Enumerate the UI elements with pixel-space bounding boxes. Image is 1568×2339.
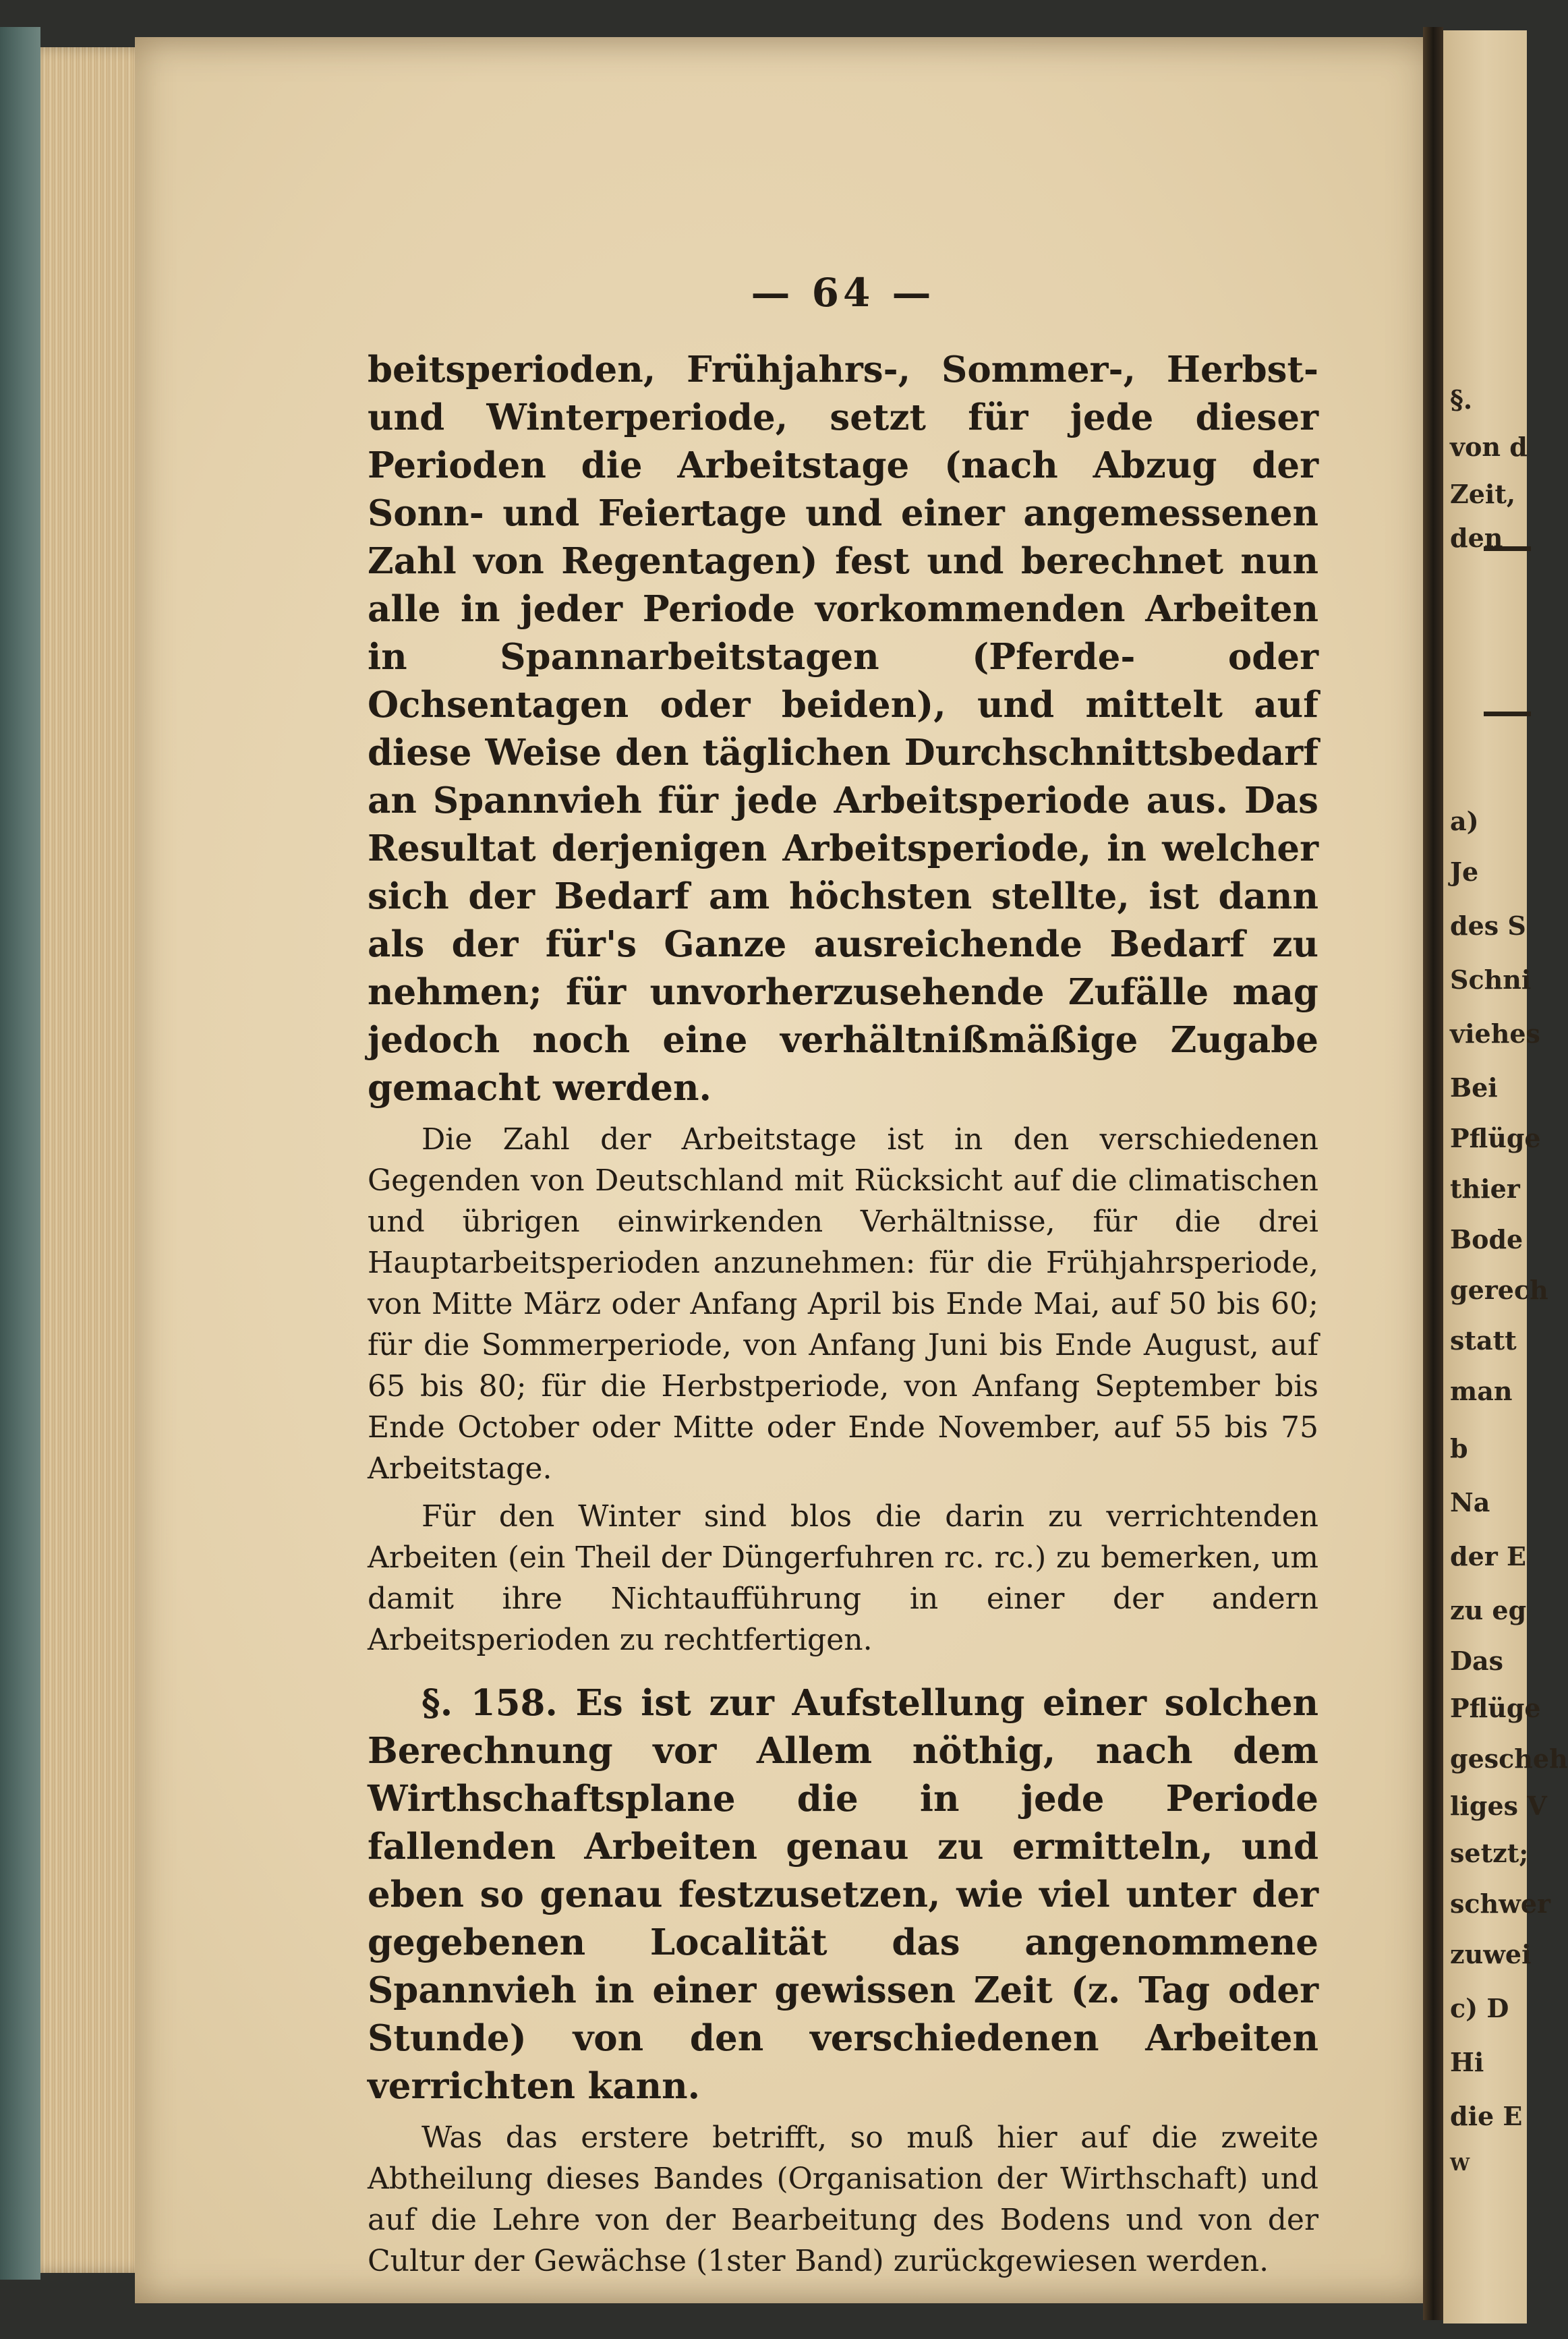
next-page-fragment: der E <box>1450 1541 1526 1571</box>
next-page-fragment: setzt; <box>1450 1838 1529 1868</box>
next-page-edge <box>1443 30 1568 2323</box>
next-page-fragment: a) <box>1450 806 1479 836</box>
paragraph-2-note: Die Zahl der Arbeitstage ist in den verschiedenen Gegenden von Deutschland mit Rücksicht auf die climatischen und übrigen einwirkenden Verhältnisse, für die drei Hauptarbeitsperioden anzunehmen: für die Frühjahrsperiode, von Mitte März oder Anfang April bis Ende Mai, auf 50 bis 60; für die Sommerperiode, von Anfang Juni bis Ende August, auf 65 bis 80; für die Herbstperiode, von Anfang September bis Ende October oder Mitte oder Ende November, auf 55 bis 75 Arbeitstage. <box>368 1122 1318 1486</box>
next-page-fragment: gescheh <box>1450 1743 1568 1774</box>
next-page-fragment: des S <box>1450 911 1526 941</box>
next-page-fragment: c) D <box>1450 1993 1509 2023</box>
next-page-fragment: Das <box>1450 1646 1503 1676</box>
next-page-fragment: Pflüge <box>1450 1693 1541 1723</box>
book-gutter <box>1423 27 1443 2320</box>
page-content <box>368 270 1318 2282</box>
next-page-fragment: zuwei <box>1450 1939 1532 1969</box>
next-page-fragment: Na <box>1450 1487 1490 1518</box>
next-page-fragment: den <box>1450 523 1503 553</box>
next-page-fragment: Pflüge <box>1450 1123 1541 1153</box>
paragraph-5-note: Was das erstere betrifft, so muß hier auf die zweite Abtheilung dieses Bandes (Organisation der Wirthschaft) und auf die Lehre von der Bearbeitung des Bodens und von der Cultur der Gewächse (1ster Band) zurückgewiesen werden. <box>368 2120 1318 2278</box>
next-page-fragment: schwer <box>1450 1888 1551 1919</box>
next-page-fragment: Bode <box>1450 1224 1523 1254</box>
book-cover-edge <box>0 27 40 2280</box>
next-page-fragment: die E <box>1450 2101 1523 2131</box>
next-page-fragment: statt <box>1450 1325 1517 1356</box>
next-page-fragment: thier <box>1450 1174 1520 1204</box>
next-page-fragment: W <box>1450 2155 1470 2175</box>
next-page-fragment: von d <box>1450 432 1528 462</box>
next-page-fragment: Je <box>1450 857 1479 887</box>
paragraph-4-section-158: §. 158. Es ist zur Aufstellung einer solchen Berechnung vor Allem nöthig, nach dem Wirthschaftsplane die in jede Periode fallenden Arbeiten genau zu ermitteln, und eben so genau festzusetzen, wie viel unter der gegebenen Localität das angenommene Spannvieh in einer gewissen Zeit (z. Tag oder Stunde) von den verschiedenen Arbeiten verrichten kann. <box>368 1682 1318 2107</box>
page-number-header: — 64 — <box>751 270 935 316</box>
next-page-fragment: Schni <box>1450 964 1532 995</box>
next-page-fragment: Zeit, <box>1450 479 1516 509</box>
next-page-fragment: viehes <box>1450 1018 1540 1049</box>
next-page-fragment: man <box>1450 1376 1513 1406</box>
paragraph-3-note: Für den Winter sind blos die darin zu verrichtenden Arbeiten (ein Theil der Düngerfuhren rc. rc.) zu bemerken, um damit ihre Nichtaufführung in einer der andern Arbeitsperioden zu rechtfertigen. <box>368 1499 1318 1657</box>
next-page-fragment: liges V <box>1450 1791 1547 1821</box>
next-page-fragment: §. <box>1450 384 1473 415</box>
paragraph-1: beitsperioden, Frühjahrs-, Sommer-, Herbst- und Winterperiode, setzt für jede dieser Perioden die Arbeitstage (nach Abzug der Sonn- und Feiertage und einer angemessenen Zahl von Regentagen) fest und berechnet nun alle in jeder Periode vorkommenden Arbeiten in Spannarbeitstagen (Pferde- oder Ochsentagen oder beiden), und mittelt auf diese Weise den täglichen Durchschnittsbedarf an Spannvieh für jede Arbeitsperiode aus. Das Resultat derjenigen Arbeitsperiode, in welcher sich der Bedarf am höchsten stellte, ist dann als der für's Ganze ausreichende Bedarf zu nehmen; für unvorherzusehende Zufälle mag jedoch noch eine verhältnißmäßige Zugabe gemacht werden. <box>368 349 1318 1109</box>
next-page-rule <box>1484 712 1531 716</box>
next-page-fragment: Hi <box>1450 2047 1484 2077</box>
next-page-fragment: gerech <box>1450 1275 1548 1305</box>
next-page-fragment: b <box>1450 1433 1468 1464</box>
next-page-fragment: zu eg <box>1450 1595 1527 1625</box>
next-page-fragment: Bei <box>1450 1072 1498 1103</box>
